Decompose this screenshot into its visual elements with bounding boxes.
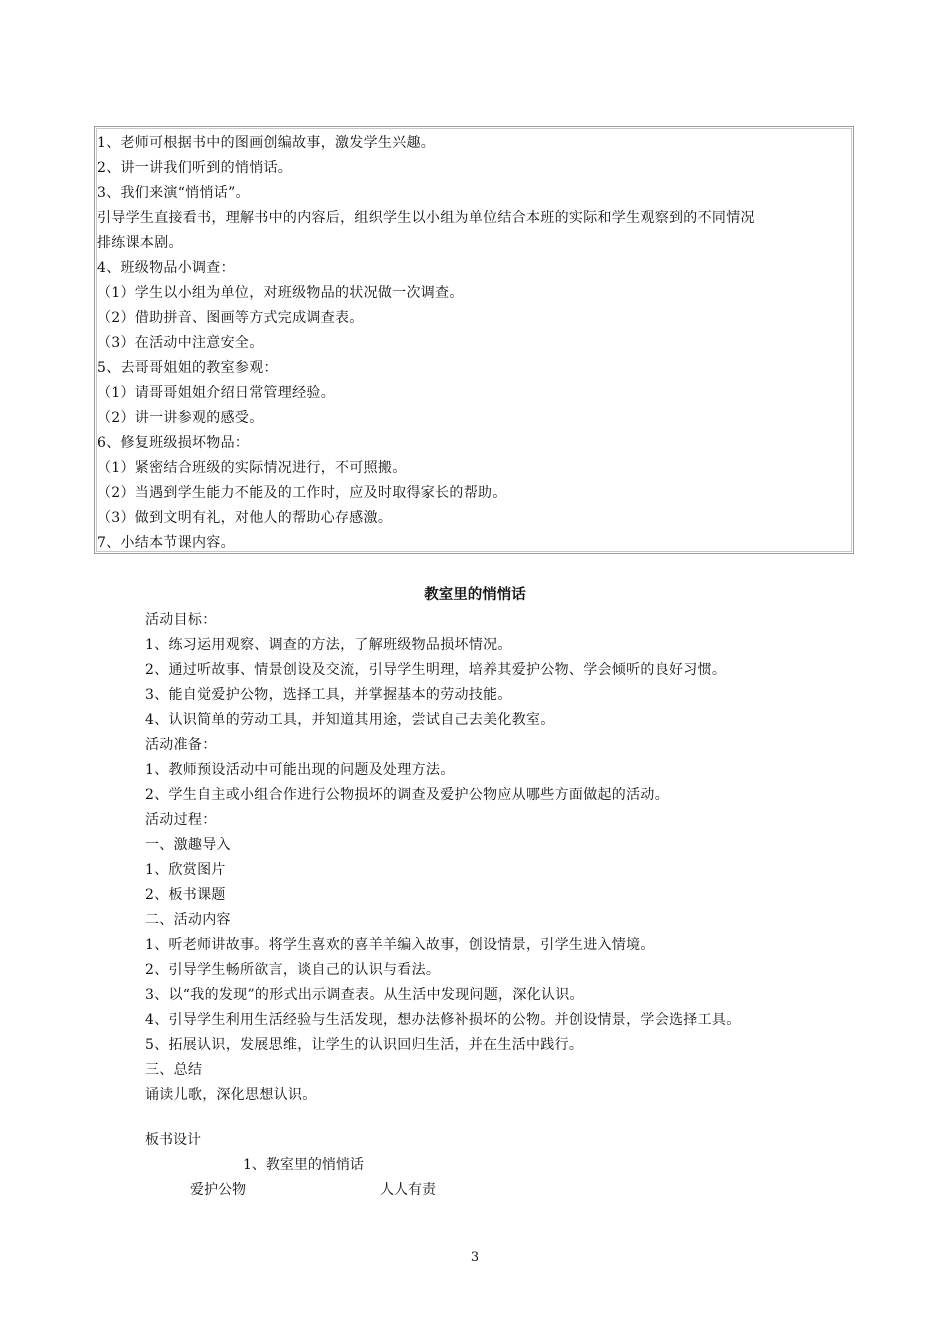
board-design-subtitle: 1、教室里的悄悄话 [243, 1157, 364, 1173]
box-line: 1、老师可根据书中的图画创编故事，激发学生兴趣。 [97, 135, 436, 151]
body-line: 1、听老师讲故事。将学生喜欢的喜羊羊编入故事，创设情景，引学生进入情境。 [145, 937, 655, 953]
body-line: 4、认识简单的劳动工具，并知道其用途，尝试自己去美化教室。 [145, 712, 555, 728]
box-line: 引导学生直接看书，理解书中的内容后，组织学生以小组为单位结合本班的实际和学生观察到的不同情况 [97, 210, 755, 226]
body-line: 三、总结 [145, 1062, 203, 1078]
box-line: （2）借助拼音、图画等方式完成调查表。 [97, 310, 364, 326]
box-line: （1）紧密结合班级的实际情况进行，不可照搬。 [97, 460, 407, 476]
box-line: （2）当遇到学生能力不能及的工作时，应及时取得家长的帮助。 [97, 485, 507, 501]
body-line: 5、拓展认识，发展思维，让学生的认识回归生活，并在生活中践行。 [145, 1037, 584, 1053]
box-line: 3、我们来演“悄悄话”。 [97, 185, 250, 201]
body-line: 3、以“我的发现”的形式出示调查表。从生活中发现问题，深化认识。 [145, 987, 584, 1003]
box-line: 2、讲一讲我们听到的悄悄话。 [97, 160, 293, 176]
box-lines [97, 131, 853, 556]
box-line: 5、去哥哥姐姐的教室参观： [97, 360, 278, 376]
body-line: 活动目标： [145, 612, 217, 628]
lesson-plan-body [145, 608, 741, 1108]
body-line: 1、欣赏图片 [145, 862, 226, 878]
body-line: 4、引导学生利用生活经验与生活发现，想办法修补损坏的公物。并创设情景，学会选择工具。 [145, 1012, 741, 1028]
page-number: 3 [470, 1250, 480, 1265]
body-line: 2、引导学生畅所欲言，谈自己的认识与看法。 [145, 962, 441, 978]
body-line: 二、活动内容 [145, 912, 231, 928]
body-line: 2、学生自主或小组合作进行公物损坏的调查及爱护公物应从哪些方面做起的活动。 [145, 787, 670, 803]
page-title: 教室里的悄悄话 [424, 587, 526, 603]
body-line: 2、板书课题 [145, 887, 226, 903]
body-line: 1、练习运用观察、调查的方法，了解班级物品损坏情况。 [145, 637, 512, 653]
body-line: 活动准备： [145, 737, 217, 753]
content-box [94, 126, 854, 554]
body-line: 诵读儿歌，深化思想认识。 [145, 1087, 317, 1103]
body-line: 一、激趣导入 [145, 837, 231, 853]
body-line: 3、能自觉爱护公物，选择工具，并掌握基本的劳动技能。 [145, 687, 512, 703]
board-design-right: 人人有责 [380, 1182, 436, 1198]
board-design-heading: 板书设计 [145, 1132, 201, 1148]
body-line: 活动过程： [145, 812, 217, 828]
box-line: 排练课本剧。 [97, 235, 183, 251]
board-design-left: 爱护公物 [190, 1182, 246, 1198]
box-line: （3）做到文明有礼，对他人的帮助心存感激。 [97, 510, 393, 526]
body-line: 2、通过听故事、情景创设及交流，引导学生明理，培养其爱护公物、学会倾听的良好习惯。 [145, 662, 727, 678]
box-line: 7、小结本节课内容。 [97, 535, 235, 551]
box-line: （1）学生以小组为单位，对班级物品的状况做一次调查。 [97, 285, 464, 301]
box-line: （2）讲一讲参观的感受。 [97, 410, 264, 426]
body-line: 1、教师预设活动中可能出现的问题及处理方法。 [145, 762, 455, 778]
box-line: 4、班级物品小调查： [97, 260, 235, 276]
box-line: 6、修复班级损坏物品： [97, 435, 250, 451]
box-line: （3）在活动中注意安全。 [97, 335, 264, 351]
box-line: （1）请哥哥姐姐介绍日常管理经验。 [97, 385, 336, 401]
